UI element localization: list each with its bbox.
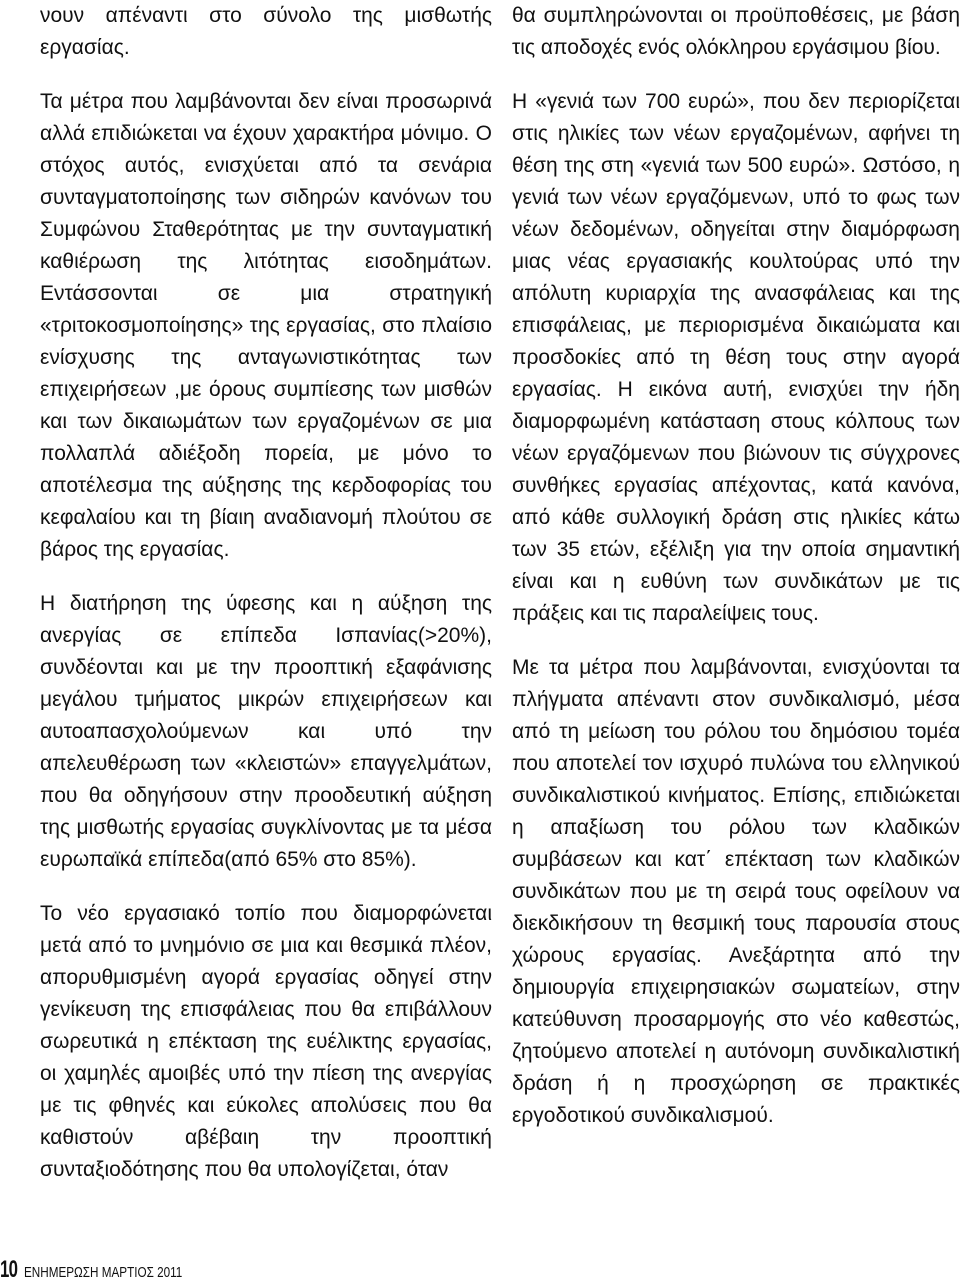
right-paragraph-1: θα συμπληρώνονται οι προϋποθέσεις, με βάση τις αποδοχές ενός ολόκληρου εργάσιμου βίου. xyxy=(512,4,960,59)
page-number: 10 xyxy=(0,1256,18,1283)
page-footer xyxy=(0,1256,200,1285)
right-text-column xyxy=(512,0,960,1132)
left-paragraph-1: νουν απέναντι στο σύνολο της μισθωτής εργασίας. xyxy=(40,4,492,59)
left-paragraph-2: Τα μέτρα που λαμβάνονται δεν είναι προσωρινά αλλά επιδιώκεται να έχουν χαρακτήρα μόνιμο. Ο στόχος αυτός, ενισχύεται από τα σενάρια συνταγματοποίησης των σιδηρών κανόνων του Συμφώνου Σταθερότητας με την συνταγματική καθιέρωση της λιτότητας εισοδημάτων. Εντάσσονται σε μια στρατηγική «τριτοκοσμοποίησης» της εργασίας, στο πλαίσιο ενίσχυσης της ανταγωνιστικότητας των επιχειρήσεων ,με όρους συμπίεσης των μισθών και των δικαιωμάτων των εργαζομένων σε μια πολλαπλά αδιέξοδη πορεία, με μόνο το αποτέλεσμα της αύξησης της κερδοφορίας του κεφαλαίου και τη βίαιη αναδιανομή πλούτου σε βάρος της εργασίας. xyxy=(40,90,492,561)
publication-title: ΕΝΗΜΕΡΩΣΗ ΜΑΡΤΙΟΣ 2011 xyxy=(24,1264,183,1281)
right-paragraph-2: Η «γενιά των 700 ευρώ», που δεν περιορίζεται στις ηλικίες των νέων εργαζομένων, αφήνει τη θέση της στη «γενιά των 500 ευρώ». Ωστόσο, η γενιά των νέων εργαζόμενων, υπό το φως των νέων δεδομένων, οδηγείται στην διαμόρφωση μιας νέας εργασιακής κουλτούρας υπό την απόλυτη κυριαρχία της ανασφάλειας και της επισφάλειας, με περιορισμένα δικαιώματα και προσδοκίες από τη θέση τους στην αγορά εργασίας. Η εικόνα αυτή, ενισχύει την ήδη διαμορφωμένη κατάσταση στους κόλπους των νέων εργαζόμενων που βιώνουν τις σύγχρονες συνθήκες εργασίας απέχοντας, κατά κανόνα, από κάθε συλλογική δράση στις ηλικίες κάτω των 35 ετών, εξέλιξη για την οποία σημαντική είναι και η ευθύνη των συνδικάτων με τις πράξεις και τις παραλείψεις τους. xyxy=(512,90,960,625)
right-paragraph-3: Με τα μέτρα που λαμβάνονται, ενισχύονται τα πλήγματα απέναντι στον συνδικαλισμό, μέσα από τη μείωση του ρόλου του δημόσιου τομέα που αποτελεί τον ισχυρό πυλώνα του ελληνικού συνδικαλιστικού κινήματος. Επίσης, επιδιώκεται η απαξίωση του ρόλου των κλαδικών συμβάσεων και κατ΄ επέκταση των κλαδικών συνδικάτων που με τη σειρά τους οφείλουν να διεκδικήσουν τη θεσμική τους παρουσία στους χώρους εργασίας. Ανεξάρτητα από την δημιουργία επιχειρησιακών σωματείων, στην κατεύθυνση προσαρμογής στο νέο καθεστώς, ζητούμενο αποτελεί η αυτόνομη συνδικαλιστική δράση ή η προσχώρηση σε πρακτικές εργοδοτικού συνδικαλισμού. xyxy=(512,656,960,1127)
left-paragraph-3: Η διατήρηση της ύφεσης και η αύξηση της ανεργίας σε επίπεδα Ισπανίας(>20%), συνδέονται και με την προοπτική εξαφάνισης μεγάλου τμήματος μικρών επιχειρήσεων και αυτοαπασχολούμενων και υπό την απελευθέρωση των «κλειστών» επαγγελμάτων, που θα οδηγήσουν στην προοδευτική αύξηση της μισθωτής εργασίας συγκλίνοντας με τα μέσα ευρωπαϊκά επίπεδα(από 65% στο 85%). xyxy=(40,592,492,871)
left-paragraph-4: Το νέο εργασιακό τοπίο που διαμορφώνεται μετά από το μνημόνιο σε μια και θεσμικά πλέον, απορυθμισμένη αγορά εργασίας οδηγεί στην γενίκευση της επισφάλειας που θα επιβάλλουν σωρευτικά η επέκταση της ευέλικτης εργασίας, οι χαμηλές αμοιβές υπό την πίεση της ανεργίας με τις φθηνές και εύκολες απολύσεις που θα καθιστούν αβέβαιη την προοπτική συνταξιοδότησης που θα υπολογίζεται, όταν xyxy=(40,902,492,1181)
left-text-column xyxy=(40,0,492,1186)
